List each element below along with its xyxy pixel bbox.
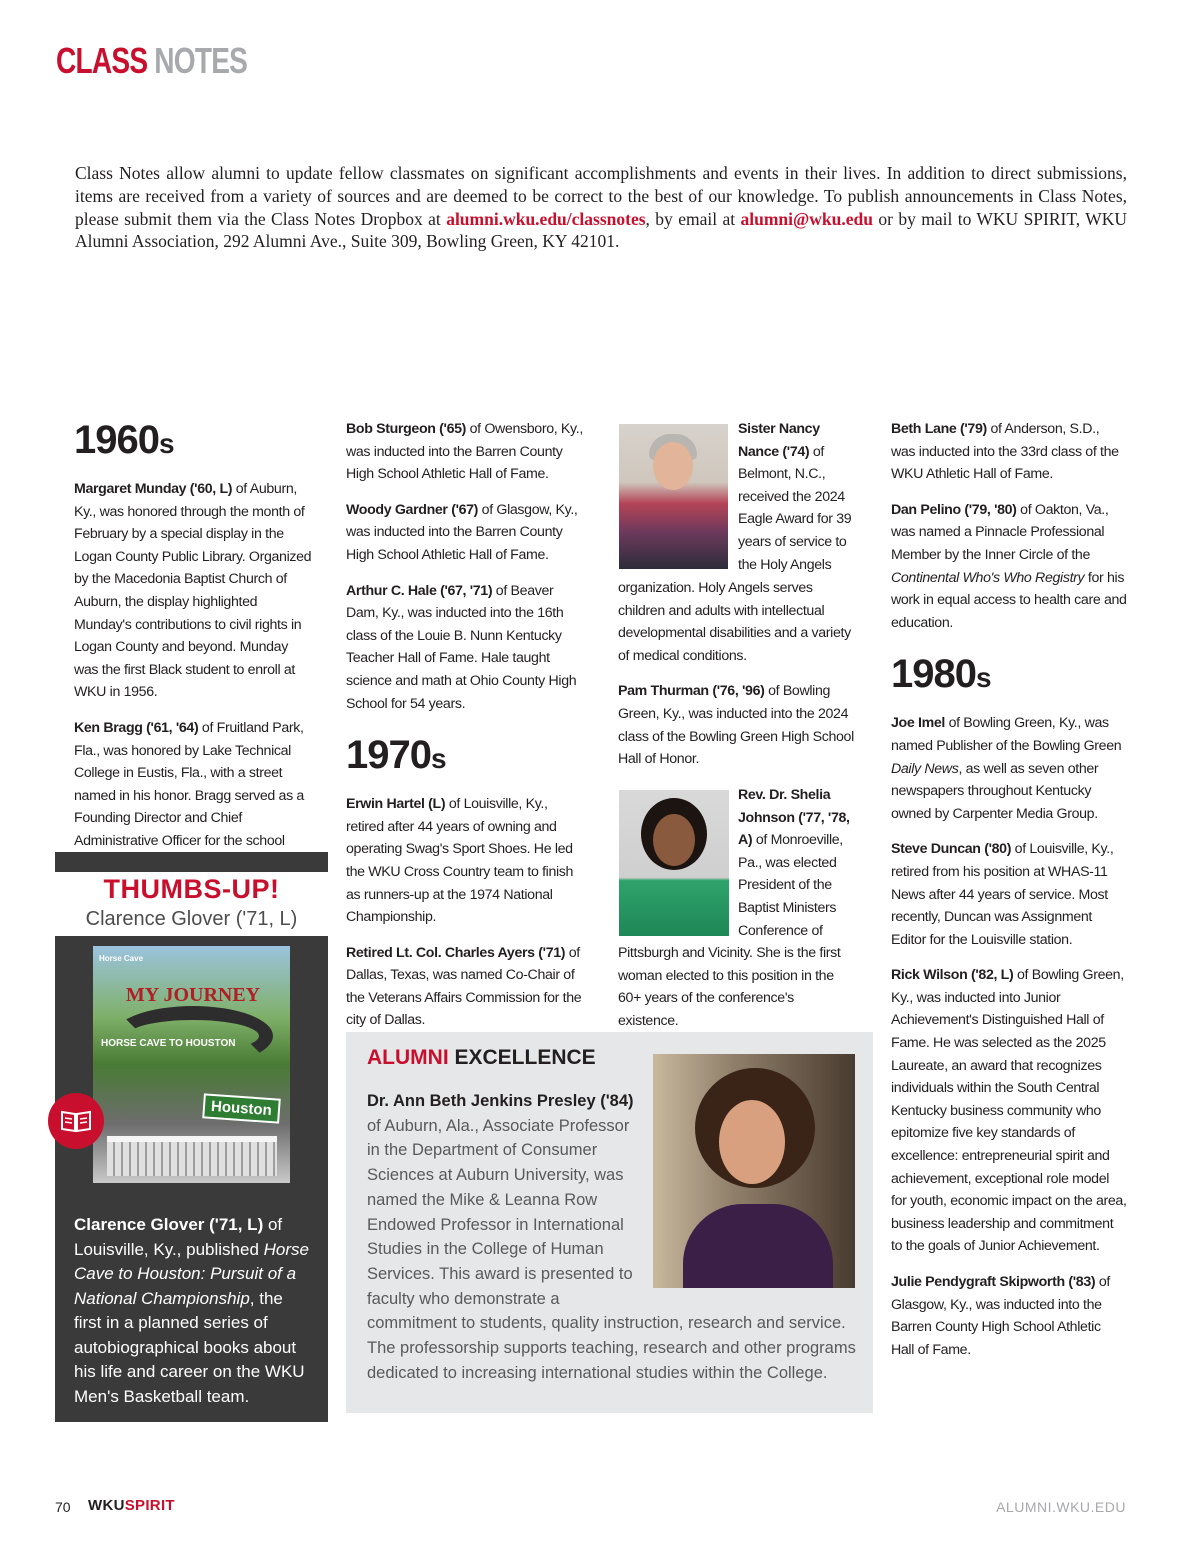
entry-text: of Oakton, Va., was named a Pinnacle Professional Member by the Inner Circle of the <box>891 501 1109 563</box>
entry-text: of Belmont, N.C., received the 2024 Eagle Award for 39 years of service to the Holy Angels <box>738 443 852 573</box>
entry-text: of Fruitland Park, Fla., was honored by Lake Technical College in Eustis, Fla., with a street named in his honor. Bragg served as a Founding Director and Chief Administrative Officer for the school <box>74 719 304 849</box>
decade-suffix: s <box>975 662 991 694</box>
book-corner-text: Horse Cave <box>99 954 144 963</box>
photo-nancy-nance <box>619 424 728 569</box>
entry-text: of Auburn, Ala., Associate Professor in the Department of Consumer Sciences at Auburn University, was named the Mike & Leanna Row Endowed Professor in International Studies in the College of Human Services. This award is presented to faculty who demonstrate a commitment to students, quality instruction, research and service. The professorship supports teaching, research and other programs dedicated to increasing international studies within the College. <box>367 1116 856 1382</box>
entry-name: Steve Duncan ('80) <box>891 841 1012 858</box>
entry-name: Retired Lt. Col. Charles Ayers ('71) <box>346 944 566 961</box>
entry-pelino <box>891 499 1127 635</box>
decade-suffix: s <box>430 743 446 775</box>
entry-text: of Dallas, Texas, was named Co-Chair of the Veterans Affairs Commission for the city of Dallas. <box>346 944 582 1029</box>
entry-text: for his work in equal access to health care and education. <box>891 569 1127 631</box>
entry-name: Woody Gardner ('67) <box>346 501 479 518</box>
intro-text-2: , by email at <box>645 208 741 229</box>
entry-italic: Daily News <box>891 760 959 777</box>
entry-name: Julie Pendygraft Skipworth ('83) <box>891 1274 1096 1290</box>
email-link[interactable]: alumni@wku.edu <box>740 208 873 229</box>
decade-suffix: s <box>158 428 174 459</box>
entry-imel <box>891 712 1127 825</box>
classnotes-link[interactable]: alumni.wku.edu/classnotes <box>446 208 646 229</box>
wku-spirit-logo <box>88 1497 175 1514</box>
page-number: 70 <box>55 1499 71 1515</box>
entry-hale <box>346 580 586 716</box>
logo-wku: WKU <box>88 1497 125 1514</box>
entry-text: of Glasgow, Ky., was inducted into the Barren County High School Athletic Hall of Fame. <box>891 1274 1110 1358</box>
book-title: MY JOURNEY <box>125 984 261 1006</box>
entry-name: Rev. Dr. Shelia Johnson ('77, '78, A) <box>738 787 850 849</box>
footer-url[interactable]: ALUMNI.WKU.EDU <box>996 1499 1126 1515</box>
decade-number: 1960 <box>74 418 159 462</box>
entry-nance-bottom <box>618 577 856 784</box>
section-title <box>56 40 247 82</box>
entry-name: Margaret Munday ('60, L) <box>74 481 233 497</box>
entry-johnson-continued: Pittsburgh and Vicinity. She is the first woman elected to this position in the 60+ years of the conference's existence. <box>618 945 841 1029</box>
intro-text-3: or by mail to WKU SPIRIT, WKU Alumni Association, 292 Alumni Ave., Suite 309, Bowling Green, KY 42101. <box>75 208 1127 252</box>
entry-name: Dan Pelino ('79, '80) <box>891 501 1017 518</box>
decade-number: 1980 <box>891 652 976 697</box>
book-dome-graphic <box>107 1136 277 1176</box>
entry-text: of Louisville, Ky., retired from his position at WHAS-11 News after 44 years of service. Most recently, Duncan was Assignment Editor for the Louisville station. <box>891 841 1114 948</box>
entry-name: Erwin Hartel (L) <box>346 796 446 813</box>
entry-italic: Continental Who's Who Registry <box>891 569 1085 586</box>
decade-number: 1970 <box>346 733 431 778</box>
decade-1960s <box>74 418 312 466</box>
entry-text: of Bowling Green, Ky., was inducted into Junior Achievement's Distinguished Hall of Fame. He was selected as the 2025 Laureate, an award that recognizes individuals within the South Central Kentucky business community who epitomize five key standards of excellence: entrepreneurial spirit and achievement, exceptional role model for youth, economic impact on the area, business leadership and commitment to the goals of Junior Achievement. <box>891 967 1127 1255</box>
entry-name: Clarence Glover ('71, L) <box>74 1215 264 1234</box>
entry-ayers <box>346 942 586 1032</box>
thumbs-up-title: THUMBS-UP! <box>103 874 280 904</box>
entry-text: of Monroeville, Pa., was elected President of the Baptist Ministers Conference of <box>738 832 843 939</box>
photo-shelia-johnson <box>619 790 729 936</box>
entry-wilson <box>891 964 1127 1258</box>
column-1 <box>74 418 312 888</box>
heading-red: ALUMNI <box>367 1046 449 1069</box>
entry-johnson-bottom <box>618 942 856 1032</box>
column-4 <box>891 418 1127 1374</box>
entry-name: Arthur C. Hale ('67, '71) <box>346 582 493 599</box>
entry-name: Dr. Ann Beth Jenkins Presley ('84) <box>367 1092 634 1110</box>
entry-text: of Auburn, Ky., was honored through the month of February by a special display in the Logan County Public Library. Organized by the Macedonia Baptist Church of Auburn, the display highlighted Munday's contributions to civil rights in Logan County and beyond. Munday was the first Black student to enroll at WKU in 1956. <box>74 481 312 701</box>
entry-name: Bob Sturgeon ('65) <box>346 421 467 437</box>
book-cover-image <box>93 946 290 1183</box>
photo-float-spacer <box>639 1089 857 1294</box>
entry-thurman <box>618 680 856 770</box>
entry-text: of Bowling Green, Ky., was named Publisher of the Bowling Green <box>891 715 1122 754</box>
entry-nance-continued: organization. Holy Angels serves children and adults with intellectual developmental disabilities and a variety of medical conditions. <box>618 580 851 664</box>
entry-name: Rick Wilson ('82, L) <box>891 967 1014 984</box>
book-houston-badge: Houston <box>202 1093 280 1123</box>
entry-gardner <box>346 499 586 567</box>
intro-text-1: Class Notes allow alumni to update fellow classmates on significant accomplishments and events in their lives. In addition to direct submissions, items are received from a variety of sources and are deemed to be correct to the best of our knowledge. To publish announcements in Class Notes, please submit them via the Class Notes Dropbox at <box>75 163 1127 229</box>
entry-hartel <box>346 793 586 929</box>
alumni-excellence-heading <box>367 1046 596 1070</box>
entry-text: of Owensboro, Ky., was inducted into the Barren County High School Athletic Hall of Fame. <box>346 421 583 483</box>
entry-name: Joe Imel <box>891 715 945 732</box>
entry-text: of Louisville, Ky., retired after 44 years of owning and operating Swag's Sport Shoes. He led the WKU Cross Country team to finish as runners-up at the 1974 National Championship. <box>346 796 574 926</box>
open-book-icon <box>48 1093 104 1149</box>
thumbs-up-subtitle: Clarence Glover ('71, L) <box>85 908 298 930</box>
section-title-notes: NOTES <box>147 40 248 81</box>
thumbs-up-top-bar <box>55 852 328 872</box>
entry-text: of Beaver Dam, Ky., was inducted into the 16th class of the Louie B. Nunn Kentucky Teacher Hall of Fame. Hale taught science and math at Ohio County High School for 54 years. <box>346 582 577 712</box>
entry-duncan <box>891 838 1127 951</box>
entry-text: of Glasgow, Ky., was inducted into the Barren County High School Athletic Hall of Fame. <box>346 501 578 563</box>
logo-spirit: SPIRIT <box>124 1497 175 1514</box>
entry-text: of Anderson, S.D., was inducted into the 33rd class of the WKU Athletic Hall of Fame. <box>891 421 1119 483</box>
entry-text: , the first in a planned series of autobiographical books about his life and career on the WKU Men's Basketball team. <box>74 1288 305 1406</box>
decade-1980s <box>891 652 1127 700</box>
entry-name: Beth Lane ('79) <box>891 421 987 437</box>
thumbs-up-text <box>74 1213 314 1409</box>
entry-name: Ken Bragg ('61, '64) <box>74 719 199 736</box>
heading-black: EXCELLENCE <box>448 1046 596 1069</box>
photo-face <box>653 442 693 490</box>
section-title-class: CLASS <box>56 40 148 81</box>
entry-text: of Louisville, Ky., published <box>74 1215 283 1259</box>
entry-name: Pam Thurman ('76, '96) <box>618 683 765 700</box>
decade-1970s <box>346 733 586 781</box>
entry-nance-top <box>738 418 856 576</box>
entry-sturgeon <box>346 418 586 486</box>
photo-face <box>653 814 695 866</box>
entry-name: Sister Nancy Nance ('74) <box>738 421 820 460</box>
entry-lane <box>891 418 1127 486</box>
column-2 <box>346 418 586 1045</box>
book-road-graphic <box>113 1006 273 1066</box>
entry-text: of Bowling Green, Ky., was inducted into the 2024 class of the Bowling Green High School Hall of Honor. <box>618 683 854 768</box>
entry-skipworth <box>891 1271 1127 1361</box>
entry-nance <box>738 418 856 576</box>
book-subtitle: HORSE CAVE TO HOUSTON <box>101 1038 236 1049</box>
entry-munday <box>74 478 312 704</box>
alumni-excellence-text <box>367 1089 857 1385</box>
intro-paragraph <box>75 162 1127 253</box>
open-book-icon-svg <box>60 1109 92 1133</box>
entry-johnson-top <box>738 784 856 942</box>
entry-text: , as well as seven other newspapers throughout Kentucky owned by Carpenter Media Group. <box>891 760 1099 822</box>
entry-johnson <box>738 784 856 942</box>
book-title-italic: Horse Cave to Houston: Pursuit of a National Championship <box>74 1239 309 1308</box>
